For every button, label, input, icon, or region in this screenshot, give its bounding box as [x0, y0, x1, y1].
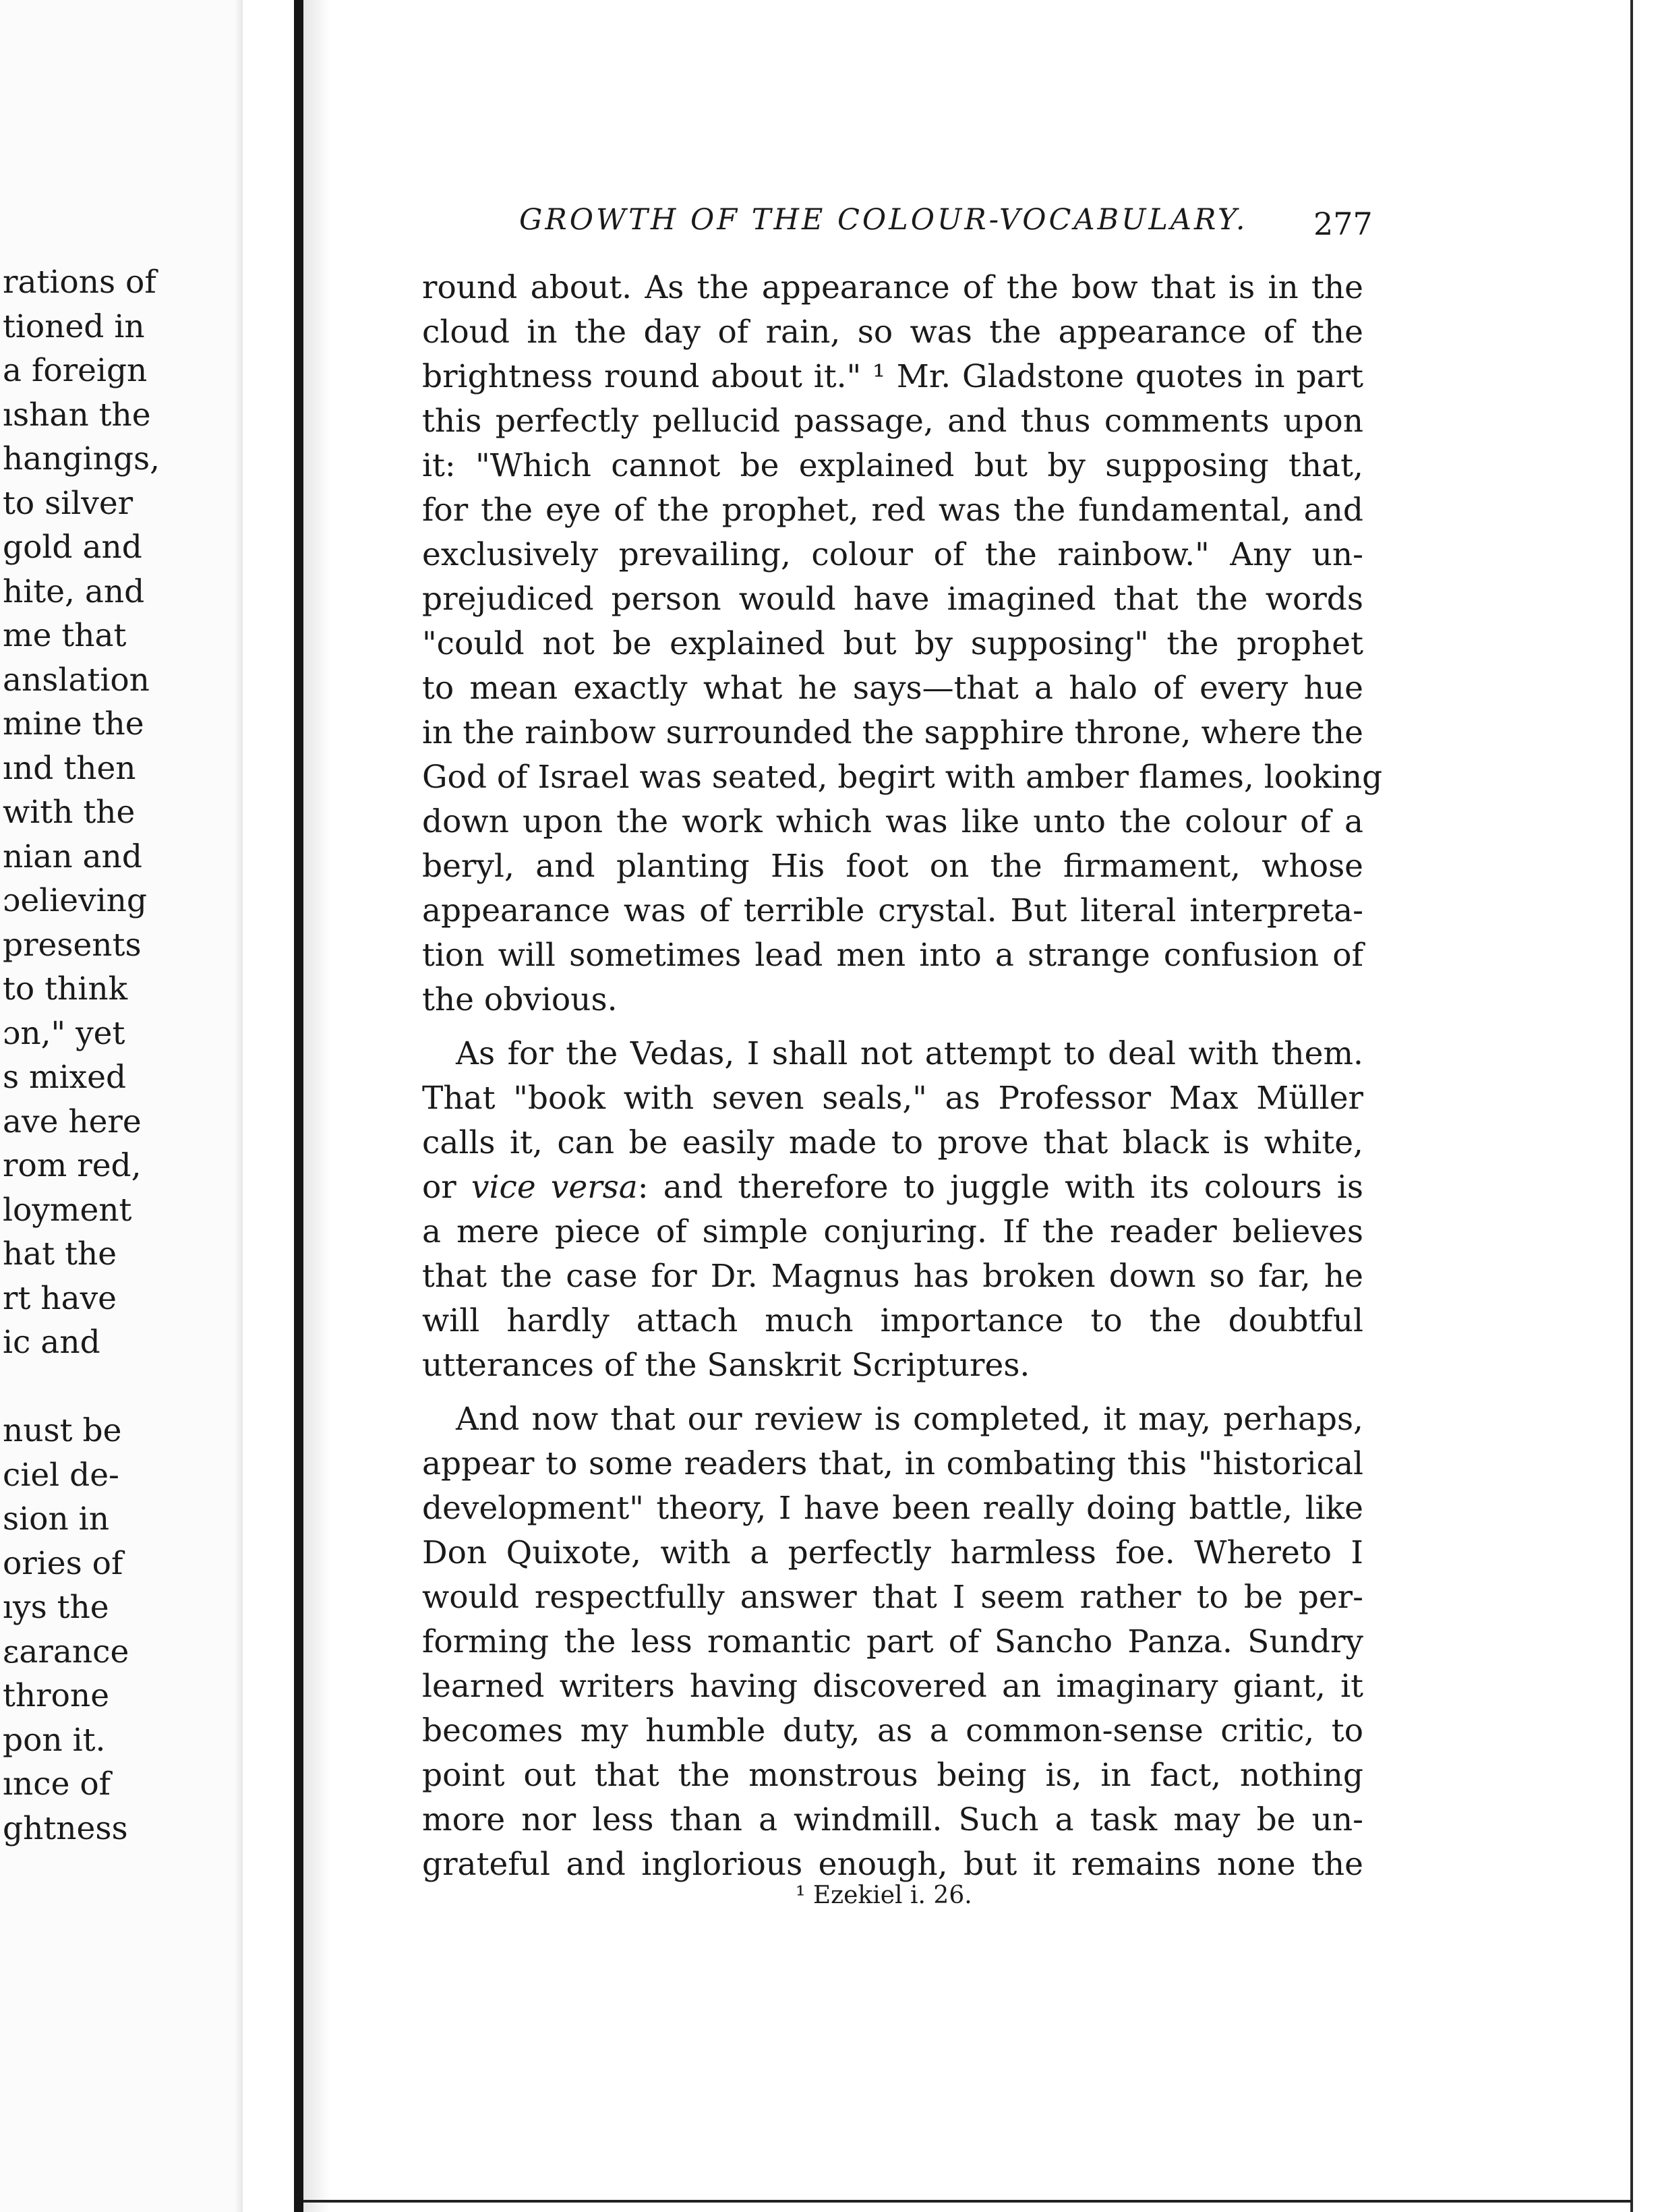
text-line: prejudiced person would have imagined that the words: [422, 581, 1363, 618]
text-line: calls it, can be easily made to prove that black is white,: [422, 1124, 1363, 1161]
facing-page-line: throne: [3, 1677, 110, 1714]
text-line: brightness round about it." ¹ Mr. Gladstone quotes in part: [422, 358, 1363, 395]
italic-phrase: vice versa: [471, 1169, 638, 1206]
facing-page-line: presents: [3, 927, 142, 964]
facing-page-line: me that: [3, 617, 127, 654]
text-line: beryl, and planting His foot on the firmament, whose: [422, 848, 1363, 885]
text-line: grateful and inglorious enough, but it remains none the: [422, 1846, 1363, 1883]
text-line: for the eye of the prophet, red was the fundamental, and: [422, 492, 1363, 529]
facing-page-line: rom red,: [3, 1147, 142, 1184]
text-line: a mere piece of simple conjuring. If the reader believes: [422, 1213, 1363, 1250]
text-line: appearance was of terrible crystal. But literal interpreta-: [422, 892, 1363, 929]
facing-page-line: ciel de-: [3, 1457, 119, 1494]
facing-page-fragment: [0, 0, 243, 2212]
text-line: learned writers having discovered an imaginary giant, it: [422, 1668, 1363, 1705]
facing-page-line: nian and: [3, 838, 142, 875]
facing-page-line: with the: [3, 794, 136, 831]
text-line: the obvious.: [422, 981, 618, 1018]
text-line: As for the Vedas, I shall not attempt to deal with them.: [456, 1035, 1363, 1072]
paragraph: [422, 1397, 1363, 1887]
page-number: 277: [1313, 206, 1373, 242]
facing-page-line: a foreign: [3, 352, 148, 389]
text-line: will hardly attach much importance to the doubtful: [422, 1302, 1363, 1339]
running-head: GROWTH OF THE COLOUR-VOCABULARY.: [519, 203, 1248, 237]
book-gutter: [294, 0, 303, 2212]
paragraph: [422, 266, 1383, 1022]
paragraph-gap: [422, 1388, 1363, 1397]
facing-page-line: hat the: [3, 1235, 117, 1273]
body-text: [422, 266, 1383, 1887]
facing-page-line: ɛarance: [3, 1633, 129, 1670]
text-line: to mean exactly what he says—that a halo of every hue: [422, 670, 1363, 707]
page-right-edge: [1630, 0, 1633, 2212]
text-line: "could not be explained but by supposing" the prophet: [422, 625, 1363, 662]
facing-page-line: sion in: [3, 1501, 109, 1538]
page-bottom-edge: [303, 2200, 1632, 2203]
facing-page-line: s mixed: [3, 1059, 127, 1096]
footnote: ¹ Ezekiel i. 26.: [796, 1882, 972, 1909]
paragraph-gap: [422, 1022, 1363, 1032]
text-line: this perfectly pellucid passage, and thus comments upon: [422, 403, 1363, 440]
facing-page-line: tioned in: [3, 308, 145, 345]
text-line: That "book with seven seals," as Professor Max Müller: [422, 1080, 1363, 1117]
text-line: round about. As the appearance of the bow that is in the: [422, 269, 1363, 306]
text-line: more nor less than a windmill. Such a task may be un-: [422, 1801, 1363, 1838]
facing-page-line: ic and: [3, 1324, 100, 1361]
facing-page-line: anslation: [3, 662, 150, 699]
facing-page-line: ɔn," yet: [3, 1015, 125, 1052]
facing-page-line: rt have: [3, 1280, 117, 1317]
facing-page-line: ınce of: [3, 1766, 111, 1803]
text-line: in the rainbow surrounded the sapphire throne, where the: [422, 714, 1363, 751]
text-line: tion will sometimes lead men into a strange confusion of: [422, 937, 1363, 974]
text-line: God of Israel was seated, begirt with amber flames, looking: [422, 759, 1383, 796]
text-line: And now that our review is completed, it may, perhaps,: [456, 1401, 1363, 1438]
gutter-shadow: [303, 0, 330, 2212]
paragraph: [422, 1032, 1363, 1388]
facing-page-line: ıys the: [3, 1589, 109, 1626]
text-line: exclusively prevailing, colour of the rainbow." Any un-: [422, 536, 1363, 573]
facing-page-line: ɔelieving: [3, 882, 147, 919]
facing-page-line: ıshan the: [3, 397, 151, 434]
text-line: utterances of the Sanskrit Scriptures.: [422, 1347, 1030, 1384]
facing-page-line: nust be: [3, 1412, 122, 1449]
text-line: that the case for Dr. Magnus has broken down so far, he: [422, 1258, 1363, 1295]
facing-page-line: to silver: [3, 485, 134, 522]
text-line: it: "Which cannot be explained but by supposing that,: [422, 447, 1363, 484]
facing-page-line: to think: [3, 970, 128, 1008]
facing-page-line: ave here: [3, 1103, 142, 1140]
page-edge-shadow: [235, 0, 243, 2212]
text-line: becomes my humble duty, as a common-sense critic, to: [422, 1712, 1363, 1749]
text-line: point out that the monstrous being is, in fact, nothing: [422, 1757, 1363, 1794]
facing-page-line: mine the: [3, 705, 144, 743]
text-line: cloud in the day of rain, so was the appearance of the: [422, 314, 1363, 351]
facing-page-line: pon it.: [3, 1722, 106, 1759]
facing-page-line: ories of: [3, 1545, 123, 1582]
facing-page-line: ınd then: [3, 750, 136, 787]
text-line: development" theory, I have been really doing battle, like: [422, 1490, 1363, 1527]
facing-page-line: ghtness: [3, 1810, 128, 1847]
text-line: or vice versa: and therefore to juggle with its colours is: [422, 1169, 1363, 1206]
text-line: would respectfully answer that I seem rather to be per-: [422, 1579, 1363, 1616]
text-line: forming the less romantic part of Sancho Panza. Sundry: [422, 1623, 1363, 1660]
facing-page-line: rations of: [3, 264, 156, 301]
facing-page-line: hangings,: [3, 440, 160, 477]
text-line: Don Quixote, with a perfectly harmless foe. Whereto I: [422, 1534, 1363, 1571]
facing-page-line: loyment: [3, 1192, 132, 1229]
text-line: down upon the work which was like unto the colour of a: [422, 803, 1363, 840]
facing-page-line: hite, and: [3, 573, 145, 610]
text-line: appear to some readers that, in combating this "historical: [422, 1445, 1363, 1482]
facing-page-line: gold and: [3, 529, 142, 566]
